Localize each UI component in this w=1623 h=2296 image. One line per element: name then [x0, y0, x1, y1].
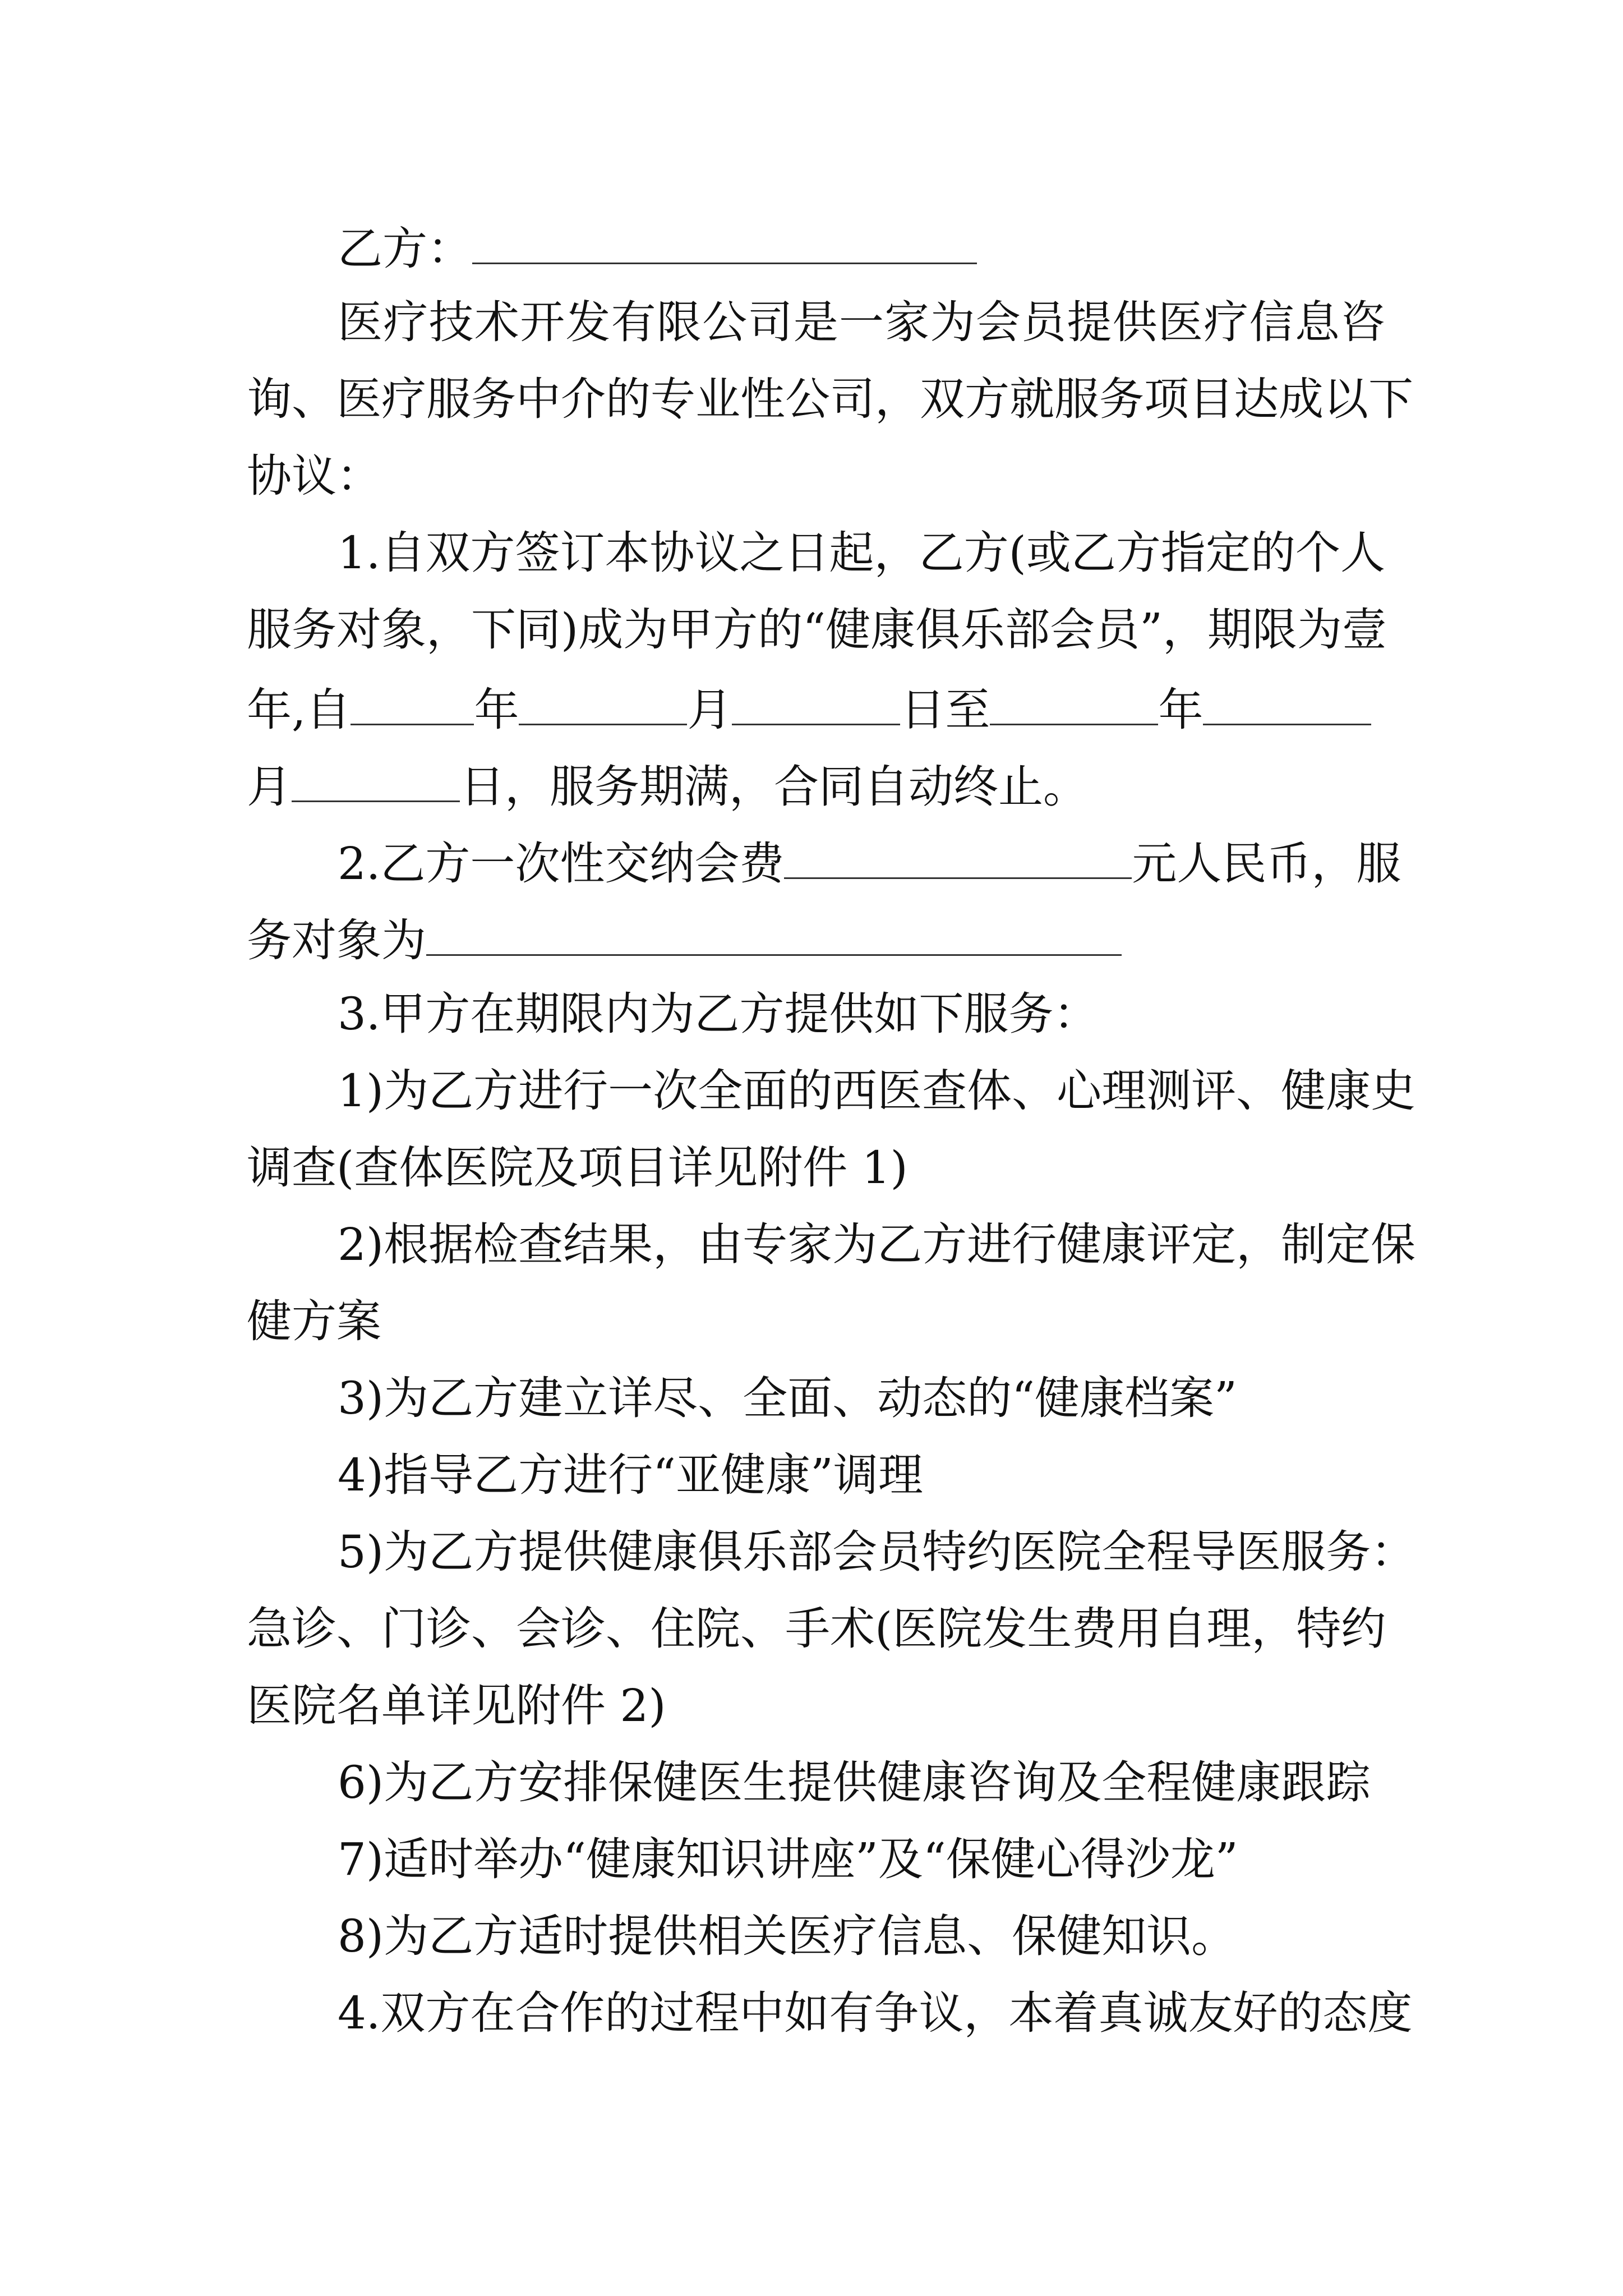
service-5-line-2: 急诊、门诊、会诊、住院、手术(医院发生费用自理，特约 [247, 1603, 1386, 1655]
party-b-label: 乙方： [338, 223, 472, 275]
end-day-blank[interactable] [292, 761, 460, 802]
service-5-line-3: 医院名单详见附件 2) [247, 1680, 666, 1732]
fee-prefix: 2.乙方一次性交纳会费 [338, 838, 785, 890]
service-8: 8)为乙方适时提供相关医疗信息、保健知识。 [338, 1910, 1237, 1962]
clause-3-title: 3.甲方在期限内为乙方提供如下服务： [338, 988, 1099, 1040]
intro-line-3: 协议： [247, 450, 381, 502]
service-7: 7)适时举办“健康知识讲座”及“保健心得沙龙” [338, 1833, 1238, 1885]
party-b-blank[interactable] [472, 223, 977, 264]
fee-suffix: 元人民币，服 [1132, 838, 1401, 890]
start-year-blank[interactable] [351, 684, 474, 725]
service-target-blank[interactable] [426, 915, 1122, 956]
clause-1-date-line [247, 684, 1385, 736]
end-year-blank[interactable] [990, 684, 1158, 725]
year2-label: 年 [1158, 684, 1204, 736]
party-b-line [338, 223, 1385, 275]
service-1-line-2: 调查(查体医院及项目详见附件 1) [247, 1142, 908, 1194]
service-2-line-1: 2)根据检查结果，由专家为乙方进行健康评定，制定保 [338, 1218, 1416, 1271]
clause-1-end-line [247, 761, 1385, 813]
start-day-blank[interactable] [732, 684, 900, 725]
service-4: 4)指导乙方进行“亚健康”调理 [338, 1449, 923, 1501]
clause-1-line-2: 服务对象，下同)成为甲方的“健康俱乐部会员”，期限为壹 [247, 604, 1387, 656]
start-month-blank[interactable] [519, 684, 687, 725]
service-6: 6)为乙方安排保健医生提供健康咨询及全程健康跟踪 [338, 1756, 1371, 1809]
end-month-blank[interactable] [1203, 684, 1371, 725]
service-1-line-1: 1)为乙方进行一次全面的西医查体、心理测评、健康史 [338, 1065, 1416, 1117]
month-label: 月 [687, 684, 732, 736]
clause-4-line-1: 4.双方在合作的过程中如有争议，本着真诚友好的态度 [338, 1987, 1413, 2039]
clause-2-line-2 [247, 914, 1385, 967]
clause-1-line-1: 1.自双方签订本协议之日起，乙方(或乙方指定的个人 [338, 527, 1385, 579]
service-3: 3)为乙方建立详尽、全面、动态的“健康档案” [338, 1372, 1237, 1424]
year-label: 年 [474, 684, 519, 736]
intro-line-2: 询、医疗服务中介的专业性公司，双方就服务项目达成以下 [247, 373, 1413, 425]
month2-label: 月 [247, 761, 292, 813]
day-to-label: 日至 [900, 684, 990, 736]
clause-1-end-text: 日，服务期满，合同自动终止。 [460, 761, 1088, 813]
intro-line-1: 医疗技术开发有限公司是一家为会员提供医疗信息咨 [338, 296, 1385, 348]
fee-amount-blank[interactable] [784, 838, 1132, 879]
clause-2-line-1 [338, 838, 1401, 890]
service-2-line-2: 健方案 [247, 1295, 381, 1347]
service-target-prefix: 务对象为 [247, 914, 426, 967]
year-prefix: 年,自 [247, 684, 351, 736]
service-5-line-1: 5)为乙方提供健康俱乐部会员特约医院全程导医服务： [338, 1526, 1416, 1578]
